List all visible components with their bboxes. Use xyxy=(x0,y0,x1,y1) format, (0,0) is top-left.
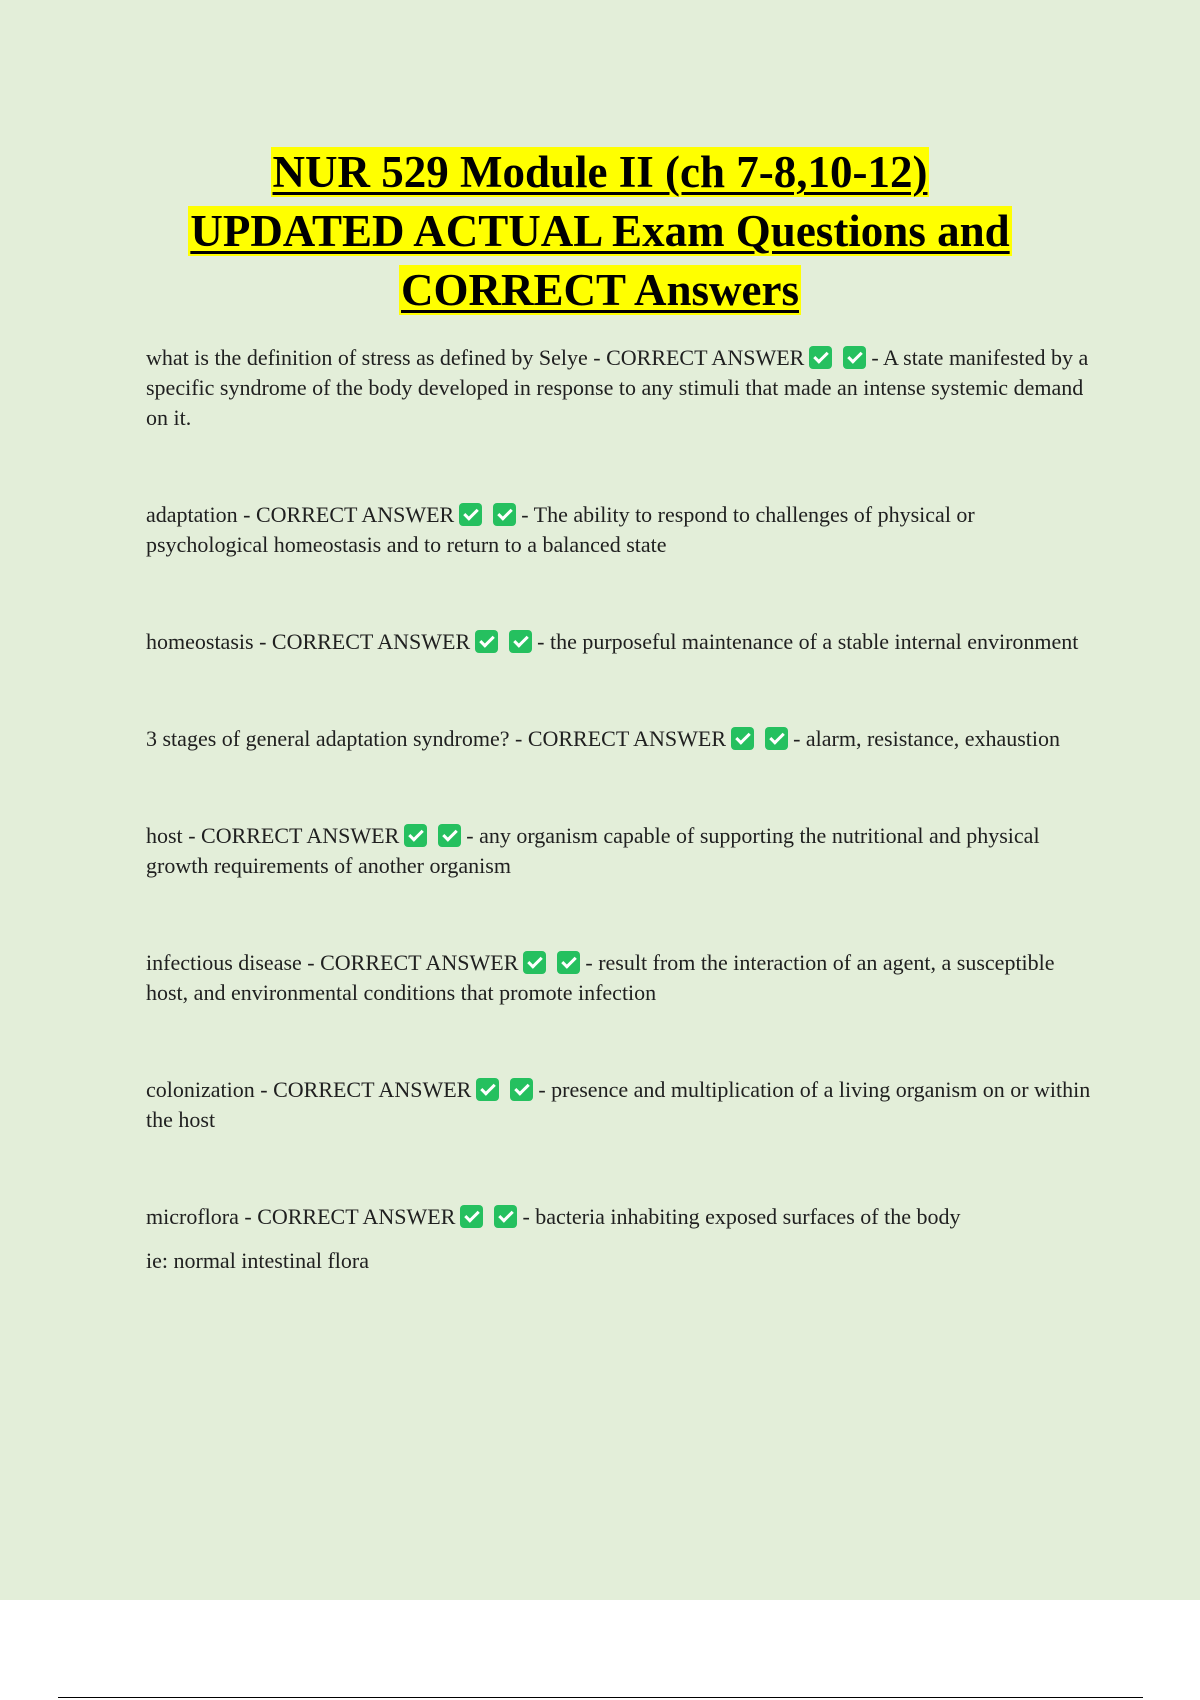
qa-entry: homeostasis - CORRECT ANSWER - the purposeful maintenance of a stable internal environment xyxy=(146,629,1079,654)
check-box-icon xyxy=(476,1078,499,1101)
check-box-icon xyxy=(843,346,866,369)
entry-definition: the purposeful maintenance of a stable internal environment xyxy=(549,629,1079,654)
check-box-icon xyxy=(510,1078,533,1101)
title-line: NUR 529 Module II (ch 7-8,10-12) xyxy=(272,147,928,197)
check-box-icon xyxy=(809,346,832,369)
qa-list xyxy=(146,343,1096,1298)
entry-term: 3 stages of general adaptation syndrome? xyxy=(146,726,510,751)
entry-term: microflora xyxy=(146,1204,239,1229)
qa-entry: adaptation - CORRECT ANSWER - The ability to respond to challenges of physical or psychological homeostasis and to return to a balanced state xyxy=(146,502,975,557)
check-box-icon xyxy=(459,503,482,526)
entry-term: adaptation xyxy=(146,502,238,527)
entry-note: ie: normal intestinal flora xyxy=(146,1248,369,1273)
check-box-icon xyxy=(460,1205,483,1228)
answer-marker: CORRECT ANSWER xyxy=(527,726,727,751)
entry-definition: The ability to respond to challenges of physical or psychological homeostasis and to return to a balanced state xyxy=(146,502,975,557)
entry-definition: result from the interaction of an agent, a susceptible host, and environmental conditions that promote infection xyxy=(146,950,1055,1005)
qa-entry: 3 stages of general adaptation syndrome? - CORRECT ANSWER - alarm, resistance, exhaustion xyxy=(146,726,1061,751)
entry-definition: any organism capable of supporting the nutritional and physical growth requirements of another organism xyxy=(146,823,1040,878)
check-box-icon xyxy=(731,727,754,750)
check-box-icon xyxy=(475,630,498,653)
answer-marker: CORRECT ANSWER xyxy=(273,1077,472,1102)
qa-entry: infectious disease - CORRECT ANSWER - result from the interaction of an agent, a susceptible host, and environmental conditions that promote infection xyxy=(146,950,1055,1005)
check-box-icon xyxy=(765,727,788,750)
check-box-icon xyxy=(438,824,461,847)
check-box-icon xyxy=(494,1205,517,1228)
answer-marker: CORRECT ANSWER xyxy=(255,502,455,527)
entry-term: homeostasis xyxy=(146,629,254,654)
qa-entry: host - CORRECT ANSWER - any organism capable of supporting the nutritional and physical growth requirements of another organism xyxy=(146,823,1040,878)
answer-marker: CORRECT ANSWER xyxy=(201,823,400,848)
entry-definition: alarm, resistance, exhaustion xyxy=(805,726,1061,751)
answer-marker: CORRECT ANSWER xyxy=(320,950,519,975)
title-line: UPDATED ACTUAL Exam Questions and xyxy=(190,206,1010,256)
check-box-icon xyxy=(493,503,516,526)
entry-term: what is the definition of stress as defined by Selye xyxy=(146,345,588,370)
qa-entry: microflora - CORRECT ANSWER - bacteria inhabiting exposed surfaces of the body xyxy=(146,1204,961,1229)
document-title xyxy=(100,143,1100,320)
check-box-icon xyxy=(404,824,427,847)
entry-definition: bacteria inhabiting exposed surfaces of the body xyxy=(535,1204,961,1229)
entry-definition: A state manifested by a specific syndrome of the body developed in response to any stimuli that made an intense systemic demand on it. xyxy=(146,345,1089,430)
qa-entry: what is the definition of stress as defined by Selye - CORRECT ANSWER - A state manifested by a specific syndrome of the body developed in response to any stimuli that made an intense systemic demand on it. xyxy=(146,345,1089,430)
check-box-icon xyxy=(557,951,580,974)
qa-entry: colonization - CORRECT ANSWER - presence and multiplication of a living organism on or within the host xyxy=(146,1077,1091,1132)
check-box-icon xyxy=(523,951,546,974)
title-line: CORRECT Answers xyxy=(401,265,799,315)
entry-term: colonization xyxy=(146,1077,255,1102)
entry-term: host xyxy=(146,823,183,848)
entry-definition: presence and multiplication of a living organism on or within the host xyxy=(146,1077,1091,1132)
footer-divider xyxy=(58,1697,1143,1698)
answer-marker: CORRECT ANSWER xyxy=(257,1204,456,1229)
answer-marker: CORRECT ANSWER xyxy=(271,629,471,654)
answer-marker: CORRECT ANSWER xyxy=(606,345,805,370)
check-box-icon xyxy=(509,630,532,653)
entry-term: infectious disease xyxy=(146,950,302,975)
